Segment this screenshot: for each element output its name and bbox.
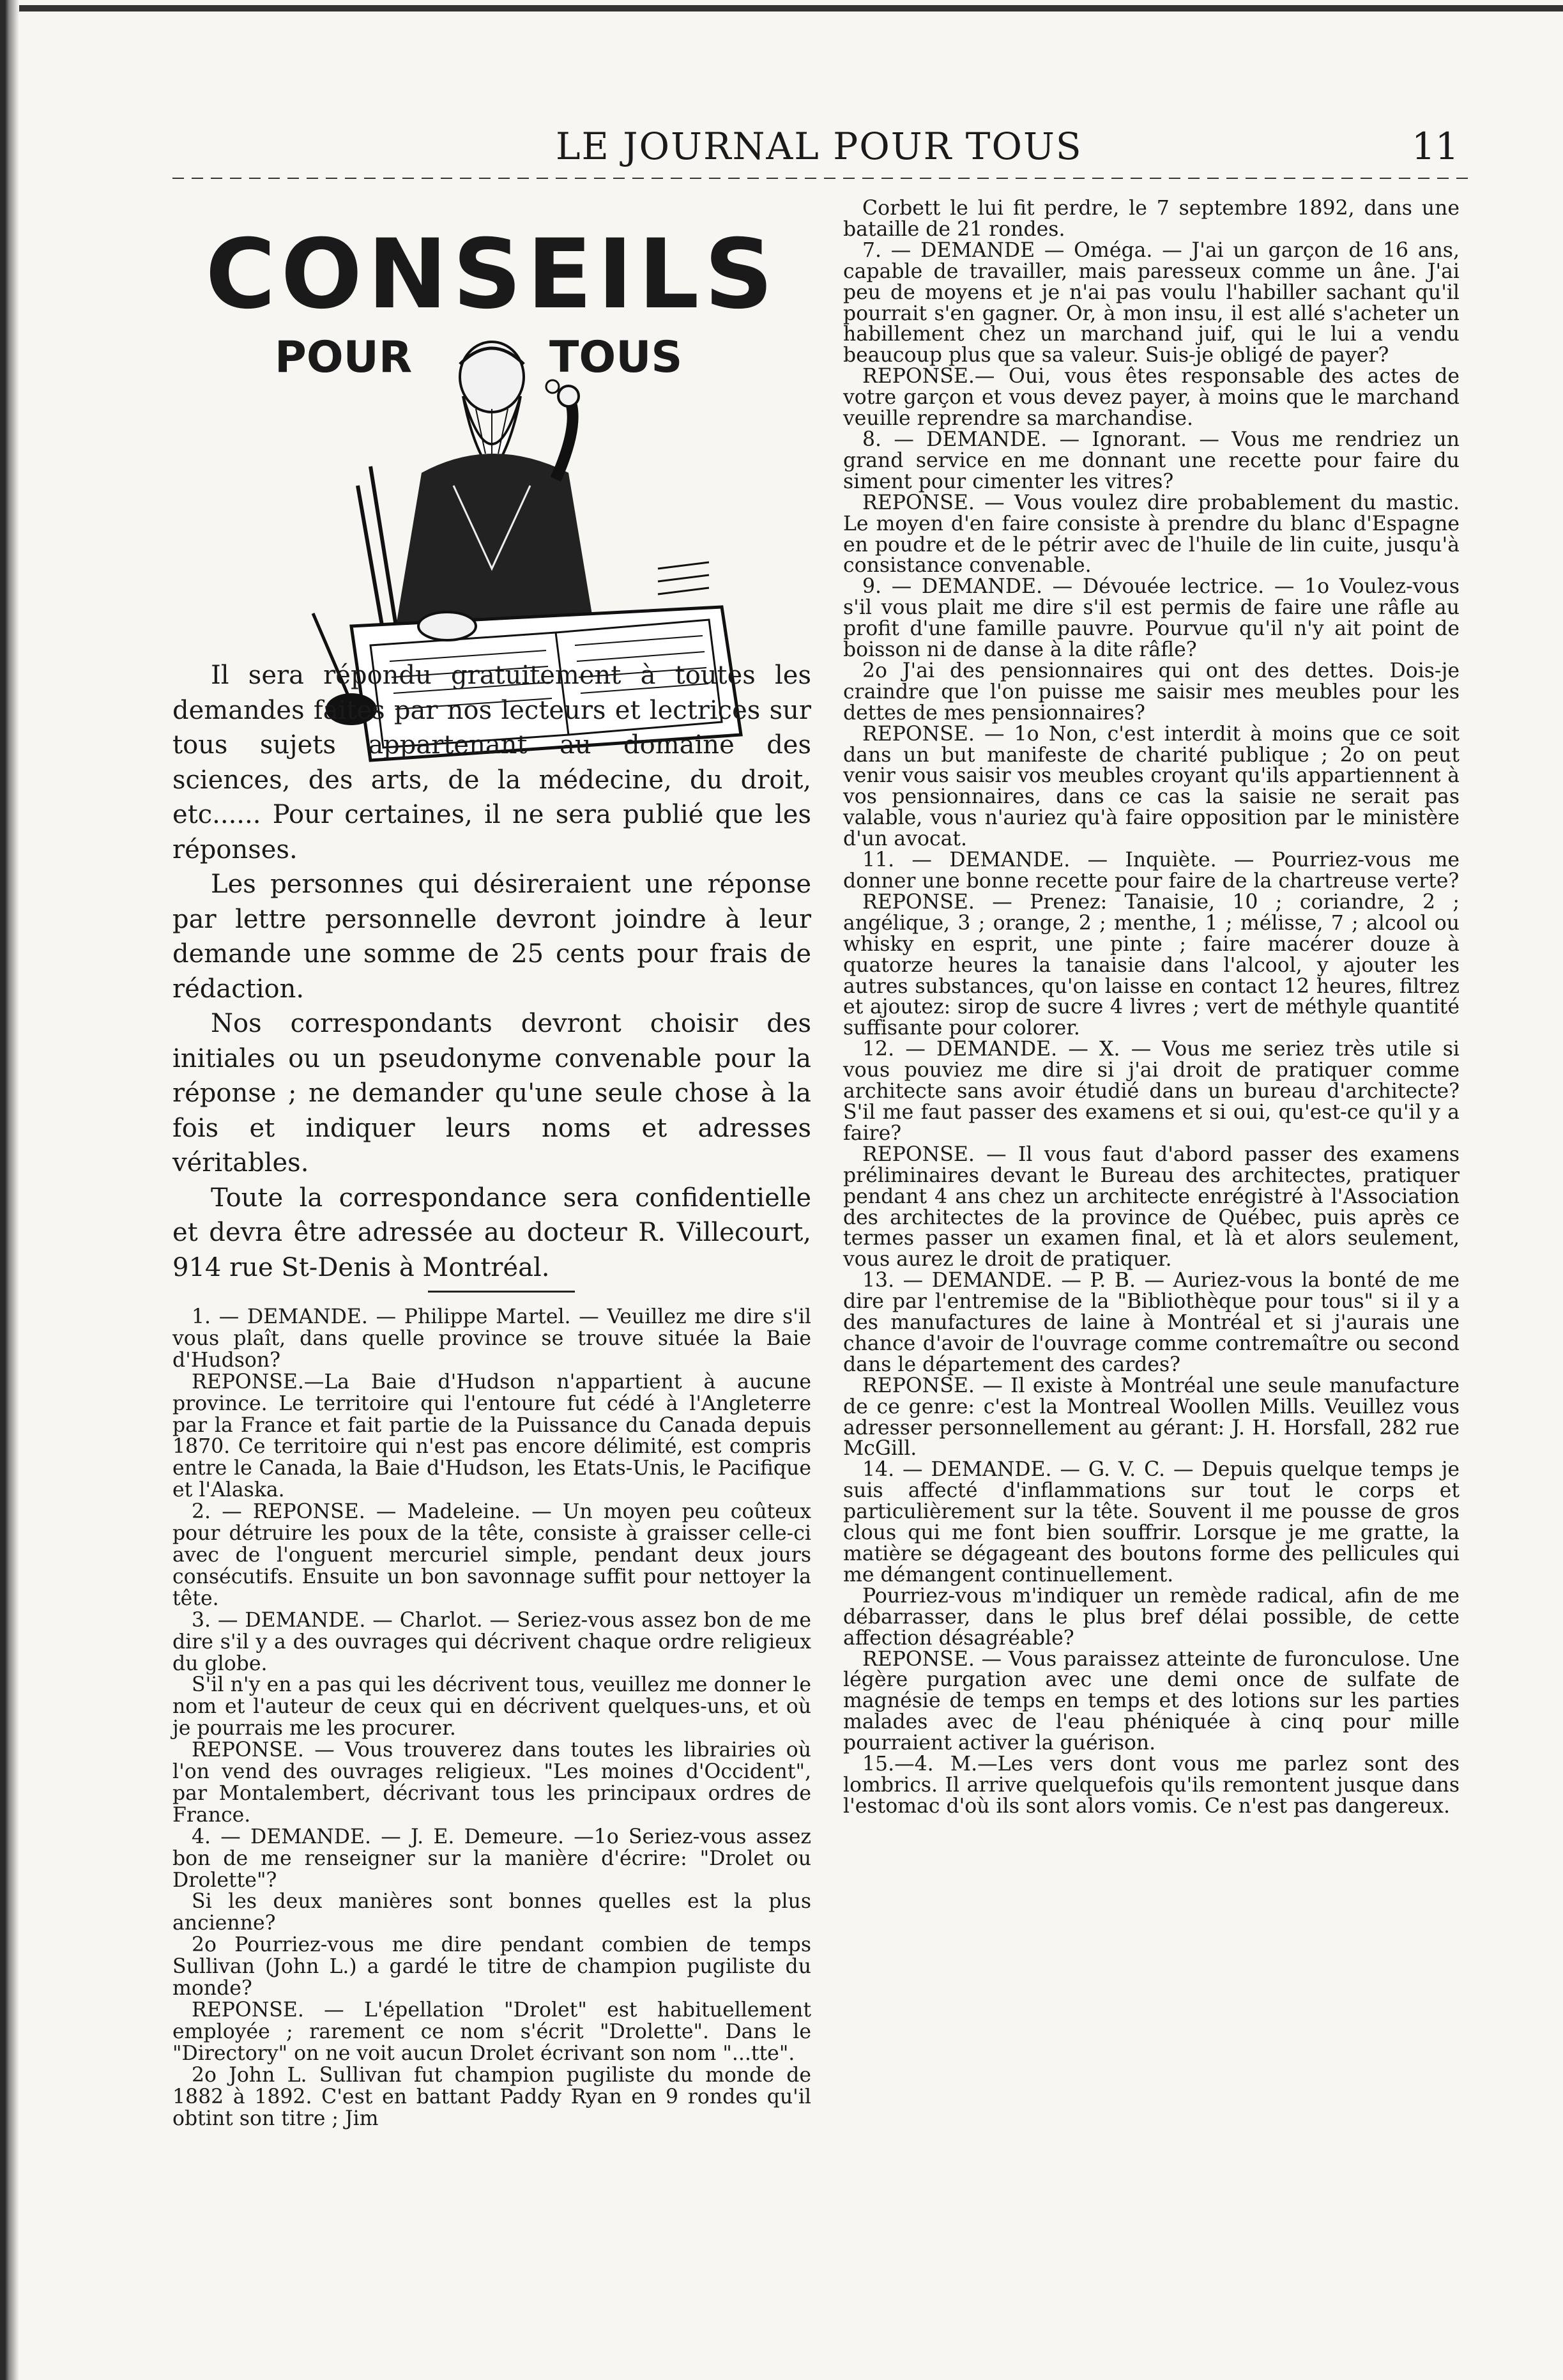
qa-paragraph: 2. — REPONSE. — Madeleine. — Un moyen peu coûteux pour détruire les poux de la tête, consiste à graisser celle-ci avec de l'onguent mercuriel simple, pendant deux jours consécutifs. Ensuite un bon savonnage suffit pour nettoyer la tête. [172, 1500, 811, 1610]
qa-paragraph: Pourriez-vous m'indiquer un remède radical, afin de me débarrasser, dans le plus bref délai possible, de cette affection désagréable? [843, 1584, 1460, 1650]
questions-right [843, 198, 1460, 1817]
qa-paragraph: 7. — DEMANDE — Oméga. — J'ai un garçon de 16 ans, capable de travailler, mais paresseux comme un âne. J'ai peu de moyens et je n'ai pas voulu l'habiller sachant qu'il pourrait s'en gagner. Or, à mon insu, il est allé s'acheter un habillement chez un marchand juif, qui le lui a vendu beaucoup plus que sa valeur. Suis-je obligé de payer? [843, 238, 1460, 367]
qa-paragraph: REPONSE. — Vous voulez dire probablement du mastic. Le moyen d'en faire consiste à prendre du blanc d'Espagne en poudre et de le pétrir avec de l'huile de lin cuite, jusqu'à consistance convenable. [843, 491, 1460, 578]
qa-paragraph: 2o Pourriez-vous me dire pendant combien de temps Sullivan (John L.) a gardé le titre de champion pugiliste du monde? [172, 1933, 811, 2000]
page-number: 11 [1412, 125, 1459, 168]
qa-paragraph: REPONSE.—La Baie d'Hudson n'appartient à aucune province. Le territoire qui l'entoure fut cédé à l'Angleterre par la France et fait partie de la Puissance du Canada depuis 1870. Ce territoire qui n'est pas encore délimité, est compris entre le Canada, la Baie d'Hudson, les Etats-Unis, le Pacifique et l'Alaska. [172, 1370, 811, 1502]
qa-paragraph: 3. — DEMANDE. — Charlot. — Seriez-vous assez bon de me dire s'il y a des ouvrages qui décrivent chaque ordre religieux du globe. [172, 1608, 811, 1675]
qa-paragraph: 2o J'ai des pensionnaires qui ont des dettes. Dois-je craindre que l'on puisse me saisir mes meubles pour les dettes de mes pensionnaires? [843, 659, 1460, 725]
qa-paragraph: REPONSE.— Oui, vous êtes responsable des actes de votre garçon et vous devez payer, à moins que le marchand veuille reprendre sa marchandise. [843, 365, 1460, 431]
qa-paragraph: 11. — DEMANDE. — Inquiète. — Pourriez-vous me donner une bonne recette pour faire de la chartreuse verte? [843, 848, 1460, 893]
qa-paragraph: REPONSE. — Il vous faut d'abord passer des examens préliminaires devant le Bureau des architectes, pratiquer pendant 4 ans chez un architecte enrégistré à l'Association des architectes de la province de Québec, puis après ce termes passer un examen final, et là et alors seulement, vous aurez le droit de pratiquer. [843, 1142, 1460, 1271]
intro-text [172, 658, 811, 1285]
header-rule [172, 178, 1469, 179]
feature-subtitle-right: TOUS [549, 332, 683, 383]
qa-paragraph: 12. — DEMANDE. — X. — Vous me seriez très utile si vous pouviez me dire si j'ai droit de pratiquer comme architecte sans avoir étudié dans un bureau d'architecte? S'il me faut passer des examens et si oui, qu'est-ce qu'il y a faire? [843, 1038, 1460, 1145]
intro-paragraph: Il sera répondu gratuitement à toutes les demandes faites par nos lecteurs et lectrices sur tous sujets appartenant au domaine des sciences, des arts, de la médecine, du droit, etc...... Pour certaines, il ne sera publié que les réponses. [172, 661, 811, 864]
qa-paragraph: 14. — DEMANDE. — G. V. C. — Depuis quelque temps je suis affecté d'inflammations sur tout le corps et particulièrement sur la tête. Souvent il me pousse de gros clous qui me font bien souffrir. Lorsque je me gratte, la matière se dégageant des boutons forme des pellicules qui me démangent continuellement. [843, 1458, 1460, 1586]
section-divider [428, 1291, 575, 1293]
qa-paragraph: 1. — DEMANDE. — Philippe Martel. — Veuillez me dire s'il vous plaît, dans quelle province se trouve située la Baie d'Hudson? [172, 1305, 811, 1372]
journal-title: LE JOURNAL POUR TOUS [556, 125, 1083, 168]
feature-subtitle-left: POUR [275, 332, 413, 383]
intro-paragraph: Les personnes qui désireraient une réponse par lettre personnelle devront joindre à leur demande une somme de 25 cents pour frais de rédaction. [172, 870, 811, 1004]
top-rule [19, 5, 1563, 12]
qa-paragraph: 9. — DEMANDE. — Dévouée lectrice. — 1o Voulez-vous s'il vous plait me dire s'il est permis de faire une râfle au profit d'une famille pauvre. Pourvue qu'il n'y ait point de boisson ni de danse à la dite râfle? [843, 575, 1460, 662]
qa-paragraph: 13. — DEMANDE. — P. B. — Auriez-vous la bonté de me dire par l'entremise de la "Bibliothèque pour tous" si il y a des manufactures de laine à Montréal et si j'aurais une chance d'avoir de l'ouvrage comme contremaître ou second dans le département des cardes? [843, 1269, 1460, 1376]
qa-paragraph: REPONSE. — Prenez: Tanaisie, 10 ; coriandre, 2 ; angélique, 3 ; orange, 2 ; menthe, 1 ; mélisse, 7 ; alcool ou whisky en esprit, une pinte ; faire macérer douze à quatorze heures la tanaisie dans l'alcool, y ajouter les autres substances, qu'on laisse en contact 12 heures, filtrez et ajoutez: sirop de sucre 4 livres ; vert de méthyle quantité suffisante pour colorer. [843, 890, 1460, 1040]
qa-paragraph: REPONSE. — Vous trouverez dans toutes les librairies où l'on vend des ouvrages religieux. "Les moines d'Occident", par Montalembert, décrivant tous les principaux ordres de France. [172, 1739, 811, 1827]
qa-paragraph: REPONSE. — 1o Non, c'est interdit à moins que ce soit dans un but manifeste de charité publique ; 2o on peut venir vous saisir vos meubles croyant qu'ils appartiennent à vos pensionnaires, dans ce cas la saisie ne serait pas valable, vous n'auriez qu'à faire opposition par le ministère d'un avocat. [843, 722, 1460, 851]
qa-paragraph: REPONSE. — Vous paraissez atteinte de furonculose. Une légère purgation avec une demi once de sulfate de magnésie de temps en temps et des lotions sur les parties malades avec de l'eau phéniquée à cinq pour mille pourraient activer la guérison. [843, 1647, 1460, 1755]
questions-left [172, 1307, 811, 2130]
qa-paragraph: Corbett le lui fit perdre, le 7 septembre 1892, dans une bataille de 21 rondes. [843, 197, 1460, 241]
qa-paragraph: 2o John L. Sullivan fut champion pugiliste du monde de 1882 à 1892. C'est en battant Paddy Ryan en 9 rondes qu'il obtint son titre ; Jim [172, 2063, 811, 2130]
intro-paragraph: Nos correspondants devront choisir des initiales ou un pseudonyme convenable pour la réponse ; ne demander qu'une seule chose à la fois et indiquer leurs noms et adresses véritables. [172, 1009, 811, 1178]
qa-paragraph: 8. — DEMANDE. — Ignorant. — Vous me rendriez un grand service en me donnant une recette pour faire du siment pour cimenter les vitres? [843, 427, 1460, 493]
feature-title: CONSEILS [205, 219, 779, 330]
qa-paragraph: 15.—4. M.—Les vers dont vous me parlez sont des lombrics. Il arrive quelquefois qu'ils remontent jusque dans l'estomac d'où ils sont alors vomis. Ce n'est pas dangereux. [843, 1753, 1460, 1818]
qa-paragraph: 4. — DEMANDE. — J. E. Demeure. —1o Seriez-vous assez bon de me renseigner sur la manière d'écrire: "Drolet ou Drolette"? [172, 1825, 811, 1892]
qa-paragraph: REPONSE. — Il existe à Montréal une seule manufacture de ce genre: c'est la Montreal Woollen Mills. Veuillez vous adresser personnellement au gérant: J. H. Horsfall, 282 rue McGill. [843, 1374, 1460, 1461]
right-column [843, 198, 1460, 1817]
qa-paragraph: Si les deux manières sont bonnes quelles est la plus ancienne? [172, 1890, 811, 1935]
page-header [0, 125, 1563, 176]
qa-paragraph: S'il n'y en a pas qui les décrivent tous, veuillez me donner le nom et l'auteur de ceux qui en décrivent quelques-uns, et où je pourrais me les procurer. [172, 1673, 811, 1740]
qa-paragraph: REPONSE. — L'épellation "Drolet" est habituellement employée ; rarement ce nom s'écrit "Drolette". Dans le "Directory" on ne voit aucun Drolet écrivant son nom "...tte". [172, 1999, 811, 2065]
left-column [172, 211, 811, 2130]
intro-paragraph: Toute la correspondance sera confidentielle et devra être adressée au docteur R. Villecourt, 914 rue St-Denis à Montréal. [172, 1183, 811, 1282]
page-edge-shadow [0, 0, 19, 2380]
